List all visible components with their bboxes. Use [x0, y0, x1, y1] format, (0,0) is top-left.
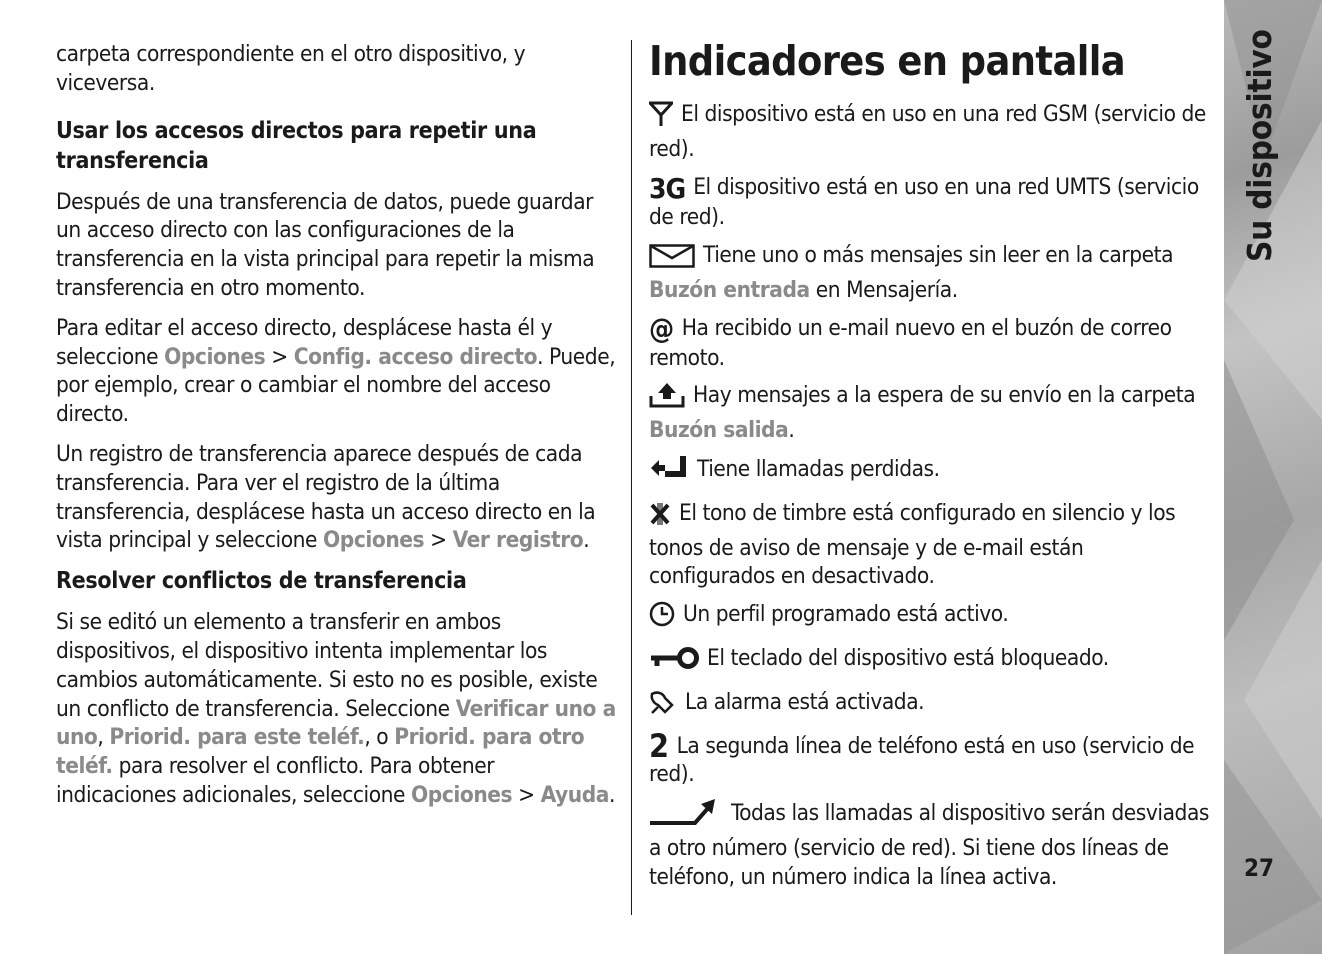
paragraph-edit-shortcut: Para editar el acceso directo, desplácese hasta él y seleccione Opciones > Config. acceso directo. Puede, por ejemplo, crear o cambiar el nombre del acceso directo. [56, 314, 616, 428]
key-icon [649, 645, 699, 679]
page-title: Indicadores en pantalla [649, 37, 1126, 85]
menu-options: Opciones [323, 527, 425, 554]
menu-help: Ayuda [540, 781, 610, 808]
indicator-umts: 3G El dispositivo está en uso en una red UMTS (servicio de red). [649, 171, 1199, 231]
menu-inbox: Buzón entrada [649, 276, 810, 303]
chapter-title: Su dispositivo [1240, 29, 1279, 262]
intro-paragraph: carpeta correspondiente en el otro dispositivo, y viceversa. [56, 41, 526, 96]
at-icon: @ [649, 311, 674, 345]
menu-view-log: Ver registro [452, 527, 584, 554]
call-divert-arrow-icon [649, 798, 717, 834]
indicator-call-divert: Todas las llamadas al dispositivo serán desviadas a otro número (servicio de red). Si tiene dos líneas de teléfono, un número indica la línea activa. [649, 800, 1209, 890]
menu-config-shortcut: Config. acceso directo [293, 343, 538, 370]
paragraph-conflicts: Si se editó un elemento a transferir en ambos dispositivos, el dispositivo intenta implementar los cambios automáticamente. Si esto no es posible, existe un conflicto de transferencia. Seleccione Verificar uno a uno, Priorid. para este teléf., o Priorid. para otro teléf. para resolver el conflicto. Para obtener indicaciones adicionales, seleccione Opciones > Ayuda. [56, 609, 616, 808]
indicator-unread-messages: Tiene uno o más mensajes sin leer en la carpeta Buzón entrada en Mensajería. [649, 242, 1174, 303]
alarm-bell-icon [649, 689, 677, 723]
clock-icon [649, 601, 675, 635]
3g-icon: 3G [649, 171, 686, 205]
indicator-alarm: La alarma está activada. [649, 688, 1212, 723]
right-column [649, 38, 1212, 901]
upload-tray-icon [649, 382, 685, 416]
missed-call-icon [649, 454, 689, 490]
section-heading-conflicts: Resolver conflictos de transferencia [56, 568, 467, 595]
paragraph-shortcut-save: Después de una transferencia de datos, puede guardar un acceso directo con las configuraciones de la transferencia en la vista principal para repetir la misma transferencia en otro momento. [56, 188, 595, 301]
indicator-second-line: 2 La segunda línea de teléfono está en uso (servicio de red). [649, 726, 1195, 788]
silent-icon [649, 502, 671, 534]
indicator-keylock: El teclado del dispositivo está bloqueado. [649, 644, 1212, 679]
paragraph-transfer-log: Un registro de transferencia aparece después de cada transferencia. Para ver el registro de la última transferencia, desplácese hasta un acceso directo en la vista principal y seleccione Opciones > Ver registro. [56, 440, 596, 554]
antenna-icon [649, 101, 673, 135]
menu-priority-this-phone: Priorid. para este teléf. [109, 724, 365, 751]
indicator-timed-profile: Un perfil programado está activo. [649, 600, 1212, 635]
indicator-gsm: El dispositivo está en uso en una red GSM (servicio de red). [649, 101, 1206, 162]
section-heading-shortcuts: Usar los accesos directos para repetir una transferencia [56, 117, 537, 174]
left-column [56, 40, 618, 821]
indicator-silent: El tono de timbre está configurado en silencio y los tonos de aviso de mensaje y de e-mail están configurados en desactivado. [649, 499, 1176, 590]
menu-options: Opciones [411, 781, 513, 808]
indicator-email: @ Ha recibido un e-mail nuevo en el buzón de correo remoto. [649, 311, 1172, 371]
menu-verify-one-by-one: Verificar uno a uno [56, 695, 616, 751]
menu-priority-other-phone: Priorid. para otro teléf. [56, 724, 585, 780]
indicator-outbox: Hay mensajes a la espera de su envío en la carpeta Buzón salida. [649, 382, 1196, 444]
line-2-icon: 2 [649, 726, 669, 765]
envelope-icon [649, 244, 695, 276]
page-number: 27 [1244, 854, 1275, 882]
indicator-missed-calls: Tiene llamadas perdidas. [649, 454, 1212, 490]
menu-outbox: Buzón salida [649, 417, 789, 444]
menu-options: Opciones [164, 343, 266, 370]
column-divider [631, 40, 632, 915]
